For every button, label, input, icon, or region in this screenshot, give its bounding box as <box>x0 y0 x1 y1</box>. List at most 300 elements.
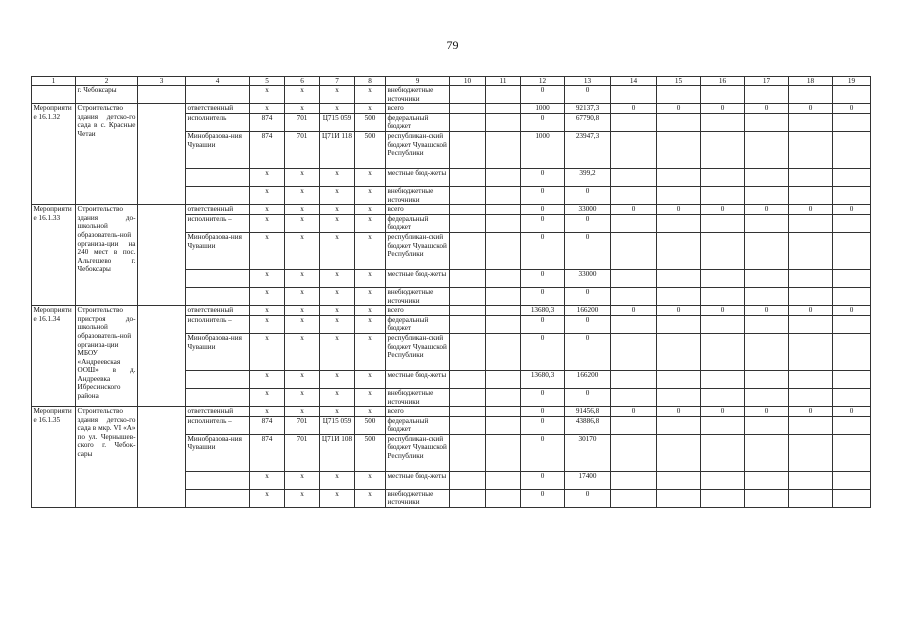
table-cell: x <box>320 214 355 232</box>
table-cell: x <box>320 471 355 489</box>
executor-label: исполнитель – <box>186 315 250 333</box>
column-number: 12 <box>521 77 565 86</box>
table-cell: x <box>250 315 285 333</box>
table-cell <box>701 315 745 333</box>
table-cell <box>450 407 486 417</box>
table-cell <box>745 287 789 305</box>
table-cell <box>611 315 657 333</box>
table-cell: x <box>355 489 386 507</box>
table-cell <box>745 489 789 507</box>
table-cell <box>745 315 789 333</box>
table-cell: Ц71И 108 <box>320 434 355 471</box>
table-cell <box>450 186 486 204</box>
table-cell: 0 <box>565 214 611 232</box>
measure-code: Мероприятие 16.1.35 <box>32 407 76 508</box>
table-cell <box>745 232 789 269</box>
table-cell <box>657 333 701 370</box>
table-cell <box>701 471 745 489</box>
table-cell <box>450 489 486 507</box>
measure-code: Мероприятие 16.1.33 <box>32 205 76 306</box>
table-cell <box>138 407 186 508</box>
table-cell <box>833 113 871 131</box>
source-label: внебюджетные источники <box>386 489 450 507</box>
table-cell: Ц715 059 <box>320 416 355 434</box>
responsible-label: ответственный <box>186 205 250 215</box>
table-cell <box>486 86 521 104</box>
table-cell: 0 <box>565 232 611 269</box>
table-cell: 13680,3 <box>521 306 565 316</box>
table-cell: x <box>355 333 386 370</box>
table-cell: 33000 <box>565 269 611 287</box>
ministry-label: Минобразова-ния Чувашии <box>186 131 250 168</box>
source-label: федеральный бюджет <box>386 315 450 333</box>
table-cell <box>611 131 657 168</box>
table-cell: 0 <box>565 315 611 333</box>
column-number: 14 <box>611 77 657 86</box>
table-cell: 500 <box>355 113 386 131</box>
table-cell: x <box>285 306 320 316</box>
table-cell: 0 <box>833 407 871 417</box>
table-cell <box>486 489 521 507</box>
table-cell: x <box>285 269 320 287</box>
table-cell <box>701 131 745 168</box>
source-label: всего <box>386 104 450 114</box>
table-cell <box>789 131 833 168</box>
column-number: 3 <box>138 77 186 86</box>
table-cell <box>657 214 701 232</box>
table-cell: 500 <box>355 416 386 434</box>
table-cell: 30170 <box>565 434 611 471</box>
table-cell: 0 <box>521 489 565 507</box>
table-cell: 0 <box>565 489 611 507</box>
table-cell <box>789 489 833 507</box>
table-cell <box>789 370 833 388</box>
table-cell <box>789 434 833 471</box>
table-cell <box>745 416 789 434</box>
table-cell <box>450 86 486 104</box>
table-cell: 701 <box>285 113 320 131</box>
table-cell <box>450 315 486 333</box>
table-row <box>32 104 871 114</box>
table-cell: x <box>355 471 386 489</box>
table-cell: 0 <box>611 205 657 215</box>
table-cell <box>486 287 521 305</box>
table-cell <box>701 434 745 471</box>
table-cell <box>450 104 486 114</box>
table-cell <box>486 315 521 333</box>
table-cell <box>611 186 657 204</box>
table-cell: 92137,3 <box>565 104 611 114</box>
column-number: 7 <box>320 77 355 86</box>
table-cell <box>486 434 521 471</box>
table-cell <box>701 388 745 406</box>
table-cell <box>486 113 521 131</box>
table-cell <box>486 407 521 417</box>
table-cell <box>450 388 486 406</box>
table-cell <box>450 168 486 186</box>
table-cell: x <box>320 186 355 204</box>
table-row <box>32 407 871 417</box>
table-cell <box>701 489 745 507</box>
table-cell: x <box>285 86 320 104</box>
table-cell <box>657 416 701 434</box>
table-cell: 166200 <box>565 370 611 388</box>
measure-name: Строительство здания детско-го сада в с. Красные Четаи <box>76 104 138 205</box>
table-cell <box>745 434 789 471</box>
table-cell <box>833 131 871 168</box>
table-cell <box>657 287 701 305</box>
table-cell: x <box>355 388 386 406</box>
source-label: местные бюд-жеты <box>386 269 450 287</box>
budget-table <box>31 76 871 508</box>
table-cell <box>789 315 833 333</box>
column-number: 10 <box>450 77 486 86</box>
table-cell <box>657 131 701 168</box>
table-cell <box>486 306 521 316</box>
table-cell <box>701 333 745 370</box>
table-cell: x <box>285 232 320 269</box>
table-cell <box>833 269 871 287</box>
table-cell: x <box>320 232 355 269</box>
table-cell <box>450 471 486 489</box>
table-cell <box>789 86 833 104</box>
table-cell <box>789 333 833 370</box>
table-cell: x <box>355 407 386 417</box>
column-number: 19 <box>833 77 871 86</box>
table-cell <box>745 186 789 204</box>
source-label: внебюджетные источники <box>386 287 450 305</box>
table-cell: x <box>285 333 320 370</box>
table-cell <box>611 232 657 269</box>
table-cell <box>789 214 833 232</box>
source-label: внебюджетные источники <box>386 388 450 406</box>
responsible-label: ответственный <box>186 407 250 417</box>
table-cell: x <box>320 269 355 287</box>
table-cell <box>186 370 250 388</box>
table-cell: x <box>355 370 386 388</box>
table-cell <box>745 86 789 104</box>
table-cell: x <box>250 232 285 269</box>
table-cell <box>745 214 789 232</box>
table-cell <box>833 186 871 204</box>
ministry-label: Минобразова-ния Чувашии <box>186 434 250 471</box>
table-cell <box>657 370 701 388</box>
table-cell: x <box>355 168 386 186</box>
table-cell <box>833 315 871 333</box>
table-cell <box>138 205 186 306</box>
table-cell <box>833 370 871 388</box>
table-cell <box>450 269 486 287</box>
table-cell <box>186 489 250 507</box>
table-cell: x <box>320 315 355 333</box>
table-cell <box>833 434 871 471</box>
table-cell: 0 <box>565 86 611 104</box>
table-cell <box>701 416 745 434</box>
table-cell: 0 <box>745 407 789 417</box>
table-cell: x <box>250 186 285 204</box>
table-cell: 0 <box>521 232 565 269</box>
table-cell: 0 <box>657 104 701 114</box>
column-number: 9 <box>386 77 450 86</box>
table-cell <box>789 269 833 287</box>
table-cell: x <box>320 168 355 186</box>
table-cell: 874 <box>250 434 285 471</box>
table-cell: 500 <box>355 131 386 168</box>
table-cell: Ц71И 118 <box>320 131 355 168</box>
source-label: местные бюд-жеты <box>386 370 450 388</box>
table-cell: 874 <box>250 131 285 168</box>
table-cell: 701 <box>285 131 320 168</box>
table-cell: 0 <box>611 407 657 417</box>
column-number: 11 <box>486 77 521 86</box>
carry-over-row <box>32 86 871 104</box>
column-number: 4 <box>186 77 250 86</box>
table-cell: 23947,3 <box>565 131 611 168</box>
table-cell <box>450 416 486 434</box>
column-number: 2 <box>76 77 138 86</box>
table-cell <box>611 370 657 388</box>
table-cell <box>611 86 657 104</box>
table-cell: x <box>250 407 285 417</box>
table-cell: x <box>285 489 320 507</box>
table-cell: 0 <box>745 104 789 114</box>
table-cell <box>745 113 789 131</box>
table-cell <box>611 113 657 131</box>
table-cell <box>833 232 871 269</box>
table-cell <box>789 471 833 489</box>
table-cell <box>701 269 745 287</box>
table-cell <box>486 232 521 269</box>
table-cell: 91456,8 <box>565 407 611 417</box>
table-cell <box>186 86 250 104</box>
table-cell: x <box>250 388 285 406</box>
table-cell: x <box>250 205 285 215</box>
table-cell: 0 <box>657 407 701 417</box>
source-label: федеральный бюджет <box>386 416 450 434</box>
table-cell <box>486 388 521 406</box>
table-cell <box>657 113 701 131</box>
table-cell: 0 <box>521 333 565 370</box>
table-cell: x <box>320 86 355 104</box>
table-cell: 0 <box>833 205 871 215</box>
table-cell: x <box>250 471 285 489</box>
table-cell: x <box>320 407 355 417</box>
table-cell <box>745 370 789 388</box>
table-cell <box>486 370 521 388</box>
table-cell: x <box>285 104 320 114</box>
table-cell: 0 <box>745 205 789 215</box>
table-cell: 0 <box>565 388 611 406</box>
table-cell <box>138 86 186 104</box>
table-cell <box>611 269 657 287</box>
table-cell: x <box>250 489 285 507</box>
executor-label: исполнитель – <box>186 416 250 434</box>
table-cell: Ц715 059 <box>320 113 355 131</box>
table-cell: 1000 <box>521 131 565 168</box>
table-cell: 43886,8 <box>565 416 611 434</box>
table-cell: x <box>320 306 355 316</box>
table-cell: x <box>355 269 386 287</box>
table-cell: 0 <box>521 434 565 471</box>
table-cell: x <box>320 370 355 388</box>
table-cell: 33000 <box>565 205 611 215</box>
table-cell <box>657 269 701 287</box>
table-cell <box>450 205 486 215</box>
table-cell: 0 <box>521 186 565 204</box>
column-number: 15 <box>657 77 701 86</box>
table-cell: 0 <box>521 416 565 434</box>
table-cell: x <box>355 104 386 114</box>
table-cell: 0 <box>521 113 565 131</box>
measure-name: Строительство здания детско-го сада в мкр. VI «А» по ул. Чернышев-ского г. Чебок-сары <box>76 407 138 508</box>
table-cell: x <box>250 86 285 104</box>
table-cell: x <box>285 186 320 204</box>
table-cell <box>833 333 871 370</box>
column-number: 1 <box>32 77 76 86</box>
table-cell <box>657 168 701 186</box>
table-cell <box>657 186 701 204</box>
table-cell <box>611 287 657 305</box>
table-cell: 0 <box>789 205 833 215</box>
table-cell: 701 <box>285 434 320 471</box>
table-cell <box>486 269 521 287</box>
table-cell: 0 <box>565 186 611 204</box>
table-cell <box>833 489 871 507</box>
table-cell <box>611 388 657 406</box>
table-cell: 0 <box>833 104 871 114</box>
table-cell <box>745 471 789 489</box>
ministry-label: Минобразова-ния Чувашии <box>186 232 250 269</box>
table-cell: x <box>355 315 386 333</box>
table-cell: 0 <box>611 104 657 114</box>
table-cell: x <box>355 86 386 104</box>
table-cell: 701 <box>285 416 320 434</box>
table-cell <box>833 214 871 232</box>
table-cell <box>789 168 833 186</box>
column-number: 16 <box>701 77 745 86</box>
table-cell: 0 <box>521 315 565 333</box>
table-cell <box>745 269 789 287</box>
table-cell <box>186 388 250 406</box>
table-cell <box>486 416 521 434</box>
table-cell: 0 <box>521 205 565 215</box>
source-label: федеральный бюджет <box>386 214 450 232</box>
table-cell <box>657 315 701 333</box>
table-cell <box>745 333 789 370</box>
table-cell <box>486 205 521 215</box>
ministry-label: Минобразова-ния Чувашии <box>186 333 250 370</box>
table-cell: 0 <box>521 388 565 406</box>
table-cell <box>32 86 76 104</box>
table-cell <box>701 113 745 131</box>
table-cell <box>701 370 745 388</box>
table-cell: 0 <box>745 306 789 316</box>
measure-code: Мероприятие 16.1.32 <box>32 104 76 205</box>
table-cell: 0 <box>521 269 565 287</box>
measure-name: Строительство пристроя до-школьной образователь-ной организа-ции МБОУ «Андреевская ООШ» в д. Андреевка Ибресинского района <box>76 306 138 407</box>
table-cell: x <box>355 214 386 232</box>
measure-code: Мероприятие 16.1.34 <box>32 306 76 407</box>
table-cell: 0 <box>701 205 745 215</box>
table-cell: 0 <box>657 306 701 316</box>
table-cell <box>138 306 186 407</box>
table-cell <box>657 471 701 489</box>
table-cell: x <box>285 287 320 305</box>
source-label: республикан-ский бюджет Чувашской Республики <box>386 434 450 471</box>
table-cell: x <box>320 388 355 406</box>
table-cell <box>450 333 486 370</box>
table-cell <box>486 168 521 186</box>
carry-over-name: г. Чебоксары <box>76 86 138 104</box>
table-cell <box>186 471 250 489</box>
source-label: республикан-ский бюджет Чувашской Республики <box>386 232 450 269</box>
table-cell: x <box>250 287 285 305</box>
column-number-row <box>32 77 871 86</box>
table-cell <box>450 370 486 388</box>
table-cell: 0 <box>521 214 565 232</box>
table-cell: x <box>285 214 320 232</box>
table-cell <box>789 388 833 406</box>
table-cell: x <box>355 205 386 215</box>
table-cell: 0 <box>521 287 565 305</box>
table-cell: x <box>285 205 320 215</box>
table-cell: x <box>285 407 320 417</box>
table-cell <box>833 86 871 104</box>
table-cell: x <box>250 306 285 316</box>
table-cell <box>789 287 833 305</box>
table-cell <box>701 287 745 305</box>
table-cell <box>789 186 833 204</box>
source-label: местные бюд-жеты <box>386 168 450 186</box>
table-cell <box>701 186 745 204</box>
table-cell <box>701 86 745 104</box>
table-cell <box>611 434 657 471</box>
table-cell: 874 <box>250 416 285 434</box>
responsible-label: ответственный <box>186 104 250 114</box>
table-cell <box>611 471 657 489</box>
table-cell: 0 <box>789 407 833 417</box>
table-cell <box>657 434 701 471</box>
table-cell <box>833 416 871 434</box>
table-cell <box>701 214 745 232</box>
table-cell <box>611 489 657 507</box>
table-cell: 0 <box>701 104 745 114</box>
table-cell <box>450 232 486 269</box>
table-cell: 0 <box>565 287 611 305</box>
table-cell <box>745 388 789 406</box>
table-cell <box>657 86 701 104</box>
table-cell <box>789 416 833 434</box>
table-cell: x <box>250 370 285 388</box>
source-label: республикан-ский бюджет Чувашской Республики <box>386 131 450 168</box>
table-cell: x <box>250 168 285 186</box>
table-cell <box>611 168 657 186</box>
table-cell: x <box>355 186 386 204</box>
table-cell <box>486 471 521 489</box>
source-label: местные бюд-жеты <box>386 471 450 489</box>
table-cell <box>833 287 871 305</box>
executor-label: исполнитель – <box>186 214 250 232</box>
table-cell: x <box>320 333 355 370</box>
table-cell: x <box>285 315 320 333</box>
table-cell: x <box>250 214 285 232</box>
table-cell <box>186 186 250 204</box>
table-cell: 0 <box>833 306 871 316</box>
table-cell <box>745 131 789 168</box>
table-cell: 67790,8 <box>565 113 611 131</box>
source-label: всего <box>386 205 450 215</box>
table-cell <box>486 333 521 370</box>
